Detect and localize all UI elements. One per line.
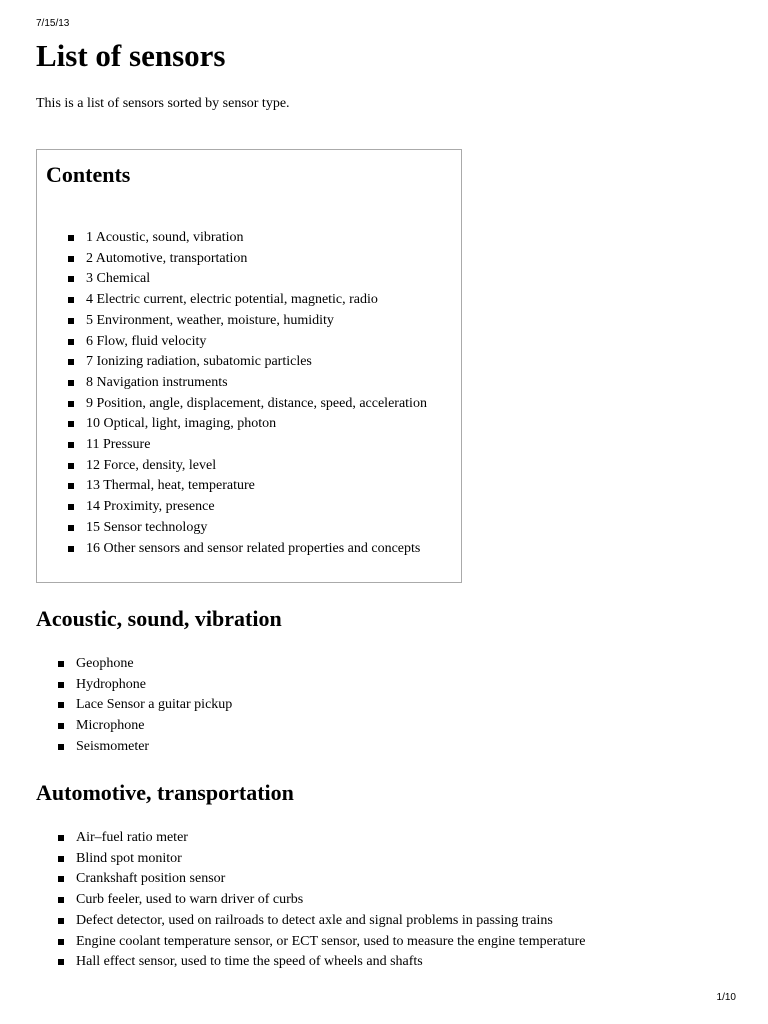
print-date: 7/15/13 (36, 18, 70, 29)
list-item[interactable]: Geophone (58, 654, 232, 675)
list-item[interactable]: Crankshaft position sensor (58, 869, 585, 890)
toc-item[interactable]: 7 Ionizing radiation, subatomic particles (68, 352, 427, 373)
list-item[interactable]: Hall effect sensor, used to time the speed of wheels and shafts (58, 952, 585, 973)
page-title: List of sensors (36, 38, 226, 73)
toc-item[interactable]: 11 Pressure (68, 435, 427, 456)
list-item[interactable]: Defect detector, used on railroads to detect axle and signal problems in passing trains (58, 911, 585, 932)
toc-item[interactable]: 4 Electric current, electric potential, magnetic, radio (68, 290, 427, 311)
acoustic-sensor-list (58, 654, 232, 758)
list-item[interactable]: Microphone (58, 716, 232, 737)
list-item[interactable]: Seismometer (58, 737, 232, 758)
list-item[interactable]: Hydrophone (58, 675, 232, 696)
toc-item[interactable]: 14 Proximity, presence (68, 497, 427, 518)
toc-item[interactable]: 3 Chemical (68, 269, 427, 290)
toc-item[interactable]: 6 Flow, fluid velocity (68, 332, 427, 353)
automotive-sensor-list (58, 828, 585, 973)
toc-item[interactable]: 5 Environment, weather, moisture, humidity (68, 311, 427, 332)
list-item[interactable]: Air–fuel ratio meter (58, 828, 585, 849)
intro-paragraph: This is a list of sensors sorted by sensor type. (36, 96, 290, 111)
list-item[interactable]: Curb feeler, used to warn driver of curbs (58, 890, 585, 911)
toc-list (68, 228, 427, 559)
toc-item[interactable]: 12 Force, density, level (68, 456, 427, 477)
table-of-contents (36, 149, 462, 583)
page-number: 1/10 (716, 992, 736, 1003)
toc-item[interactable]: 13 Thermal, heat, temperature (68, 476, 427, 497)
list-item[interactable]: Engine coolant temperature sensor, or ECT sensor, used to measure the engine temperature (58, 932, 585, 953)
section-heading-automotive: Automotive, transportation (36, 780, 294, 805)
toc-item[interactable]: 10 Optical, light, imaging, photon (68, 414, 427, 435)
toc-item[interactable]: 8 Navigation instruments (68, 373, 427, 394)
toc-item[interactable]: 1 Acoustic, sound, vibration (68, 228, 427, 249)
toc-title: Contents (46, 162, 131, 187)
toc-item[interactable]: 9 Position, angle, displacement, distance, speed, acceleration (68, 394, 427, 415)
toc-item[interactable]: 15 Sensor technology (68, 518, 427, 539)
list-item[interactable]: Blind spot monitor (58, 849, 585, 870)
list-item[interactable]: Lace Sensor a guitar pickup (58, 695, 232, 716)
toc-item[interactable]: 2 Automotive, transportation (68, 249, 427, 270)
section-heading-acoustic: Acoustic, sound, vibration (36, 606, 282, 631)
toc-item[interactable]: 16 Other sensors and sensor related properties and concepts (68, 539, 427, 560)
